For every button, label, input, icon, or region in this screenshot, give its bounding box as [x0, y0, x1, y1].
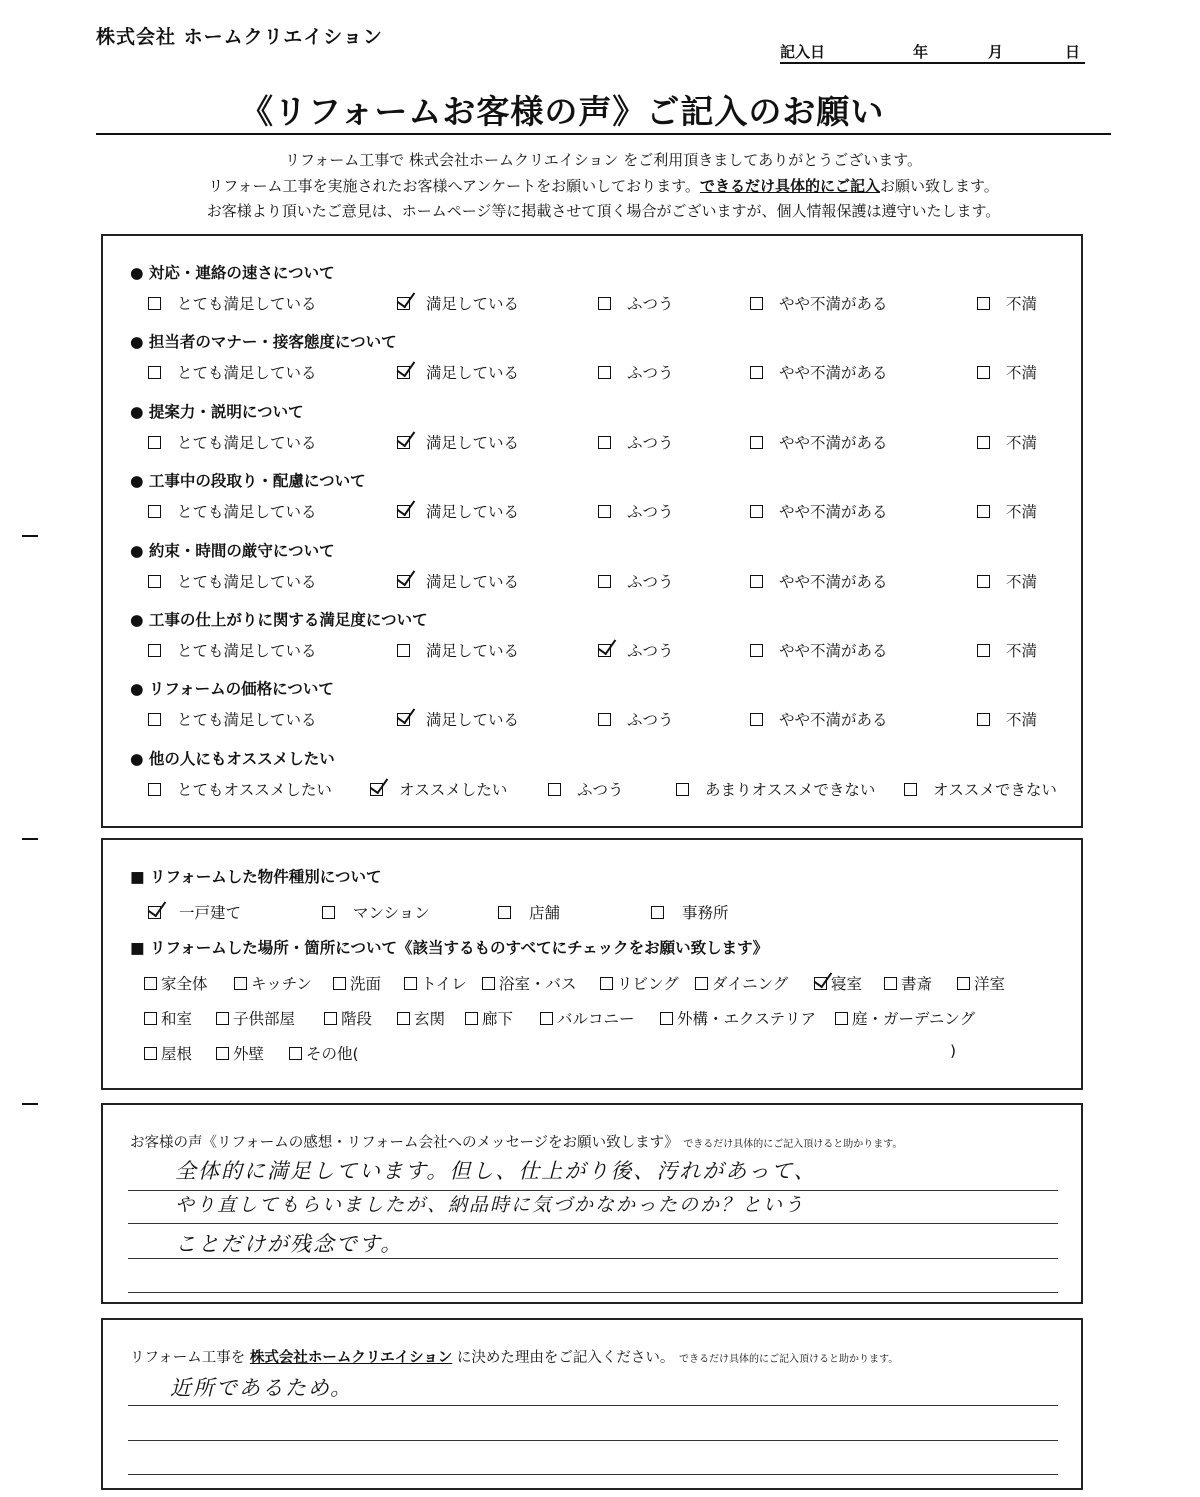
option-label: 不満	[1006, 642, 1038, 660]
rating-option[interactable]	[977, 570, 1037, 592]
reason-hint: できるだけ具体的にご記入頂けると助かります。	[679, 1354, 899, 1365]
rating-option[interactable]	[977, 639, 1037, 661]
checkbox[interactable]	[750, 297, 763, 310]
checkbox[interactable]	[144, 1047, 157, 1060]
option-label: とても満足している	[177, 433, 317, 452]
checkbox[interactable]	[324, 1012, 337, 1025]
rating-option[interactable]	[676, 778, 875, 800]
checkbox[interactable]	[884, 977, 897, 990]
option-label: 満足している	[426, 295, 520, 313]
rating-option[interactable]	[750, 639, 888, 661]
option-label: 不満	[1006, 711, 1038, 730]
voice-label	[130, 1131, 903, 1152]
option-label: 洗面	[350, 975, 382, 993]
checkbox[interactable]	[216, 1012, 229, 1025]
margin-mark	[22, 535, 38, 537]
checkbox[interactable]	[370, 783, 383, 796]
checkbox[interactable]	[144, 1012, 157, 1025]
option-label: オススメしたい	[399, 780, 508, 799]
option-label: 不満	[1006, 433, 1038, 452]
option-label: 満足している	[426, 364, 520, 383]
place-option[interactable]	[234, 972, 312, 994]
place-option[interactable]	[600, 972, 679, 994]
checkbox[interactable]	[977, 436, 990, 449]
option-label: とても満足している	[177, 642, 317, 660]
option-label: ふつう	[627, 433, 674, 452]
option-label: とても満足している	[177, 295, 317, 313]
rating-option[interactable]	[397, 708, 519, 730]
rating-option[interactable]	[397, 639, 519, 661]
option-label: やや不満がある	[779, 364, 888, 383]
option-label: ふつう	[627, 642, 674, 660]
checkbox[interactable]	[148, 783, 161, 796]
rating-option[interactable]	[370, 778, 507, 800]
checkbox[interactable]	[977, 575, 990, 588]
rating-option[interactable]	[598, 639, 674, 661]
checkbox[interactable]	[904, 783, 917, 796]
checkbox[interactable]	[600, 977, 613, 990]
place-option[interactable]	[397, 1007, 445, 1029]
rating-question: ● 提案力・説明について	[130, 402, 304, 421]
option-label: トイレ	[421, 975, 467, 993]
checkbox[interactable]	[148, 505, 161, 518]
option-label: 事務所	[682, 904, 729, 922]
option-label: とても満足している	[177, 364, 317, 383]
rating-option[interactable]	[598, 292, 674, 314]
option-label: 満足している	[426, 642, 520, 660]
place-option[interactable]	[465, 1007, 513, 1029]
reason-section	[101, 1318, 1083, 1490]
checkbox[interactable]	[397, 297, 410, 310]
place-option[interactable]	[324, 1007, 372, 1029]
option-label: あまりオススメできない	[705, 780, 876, 799]
checkbox[interactable]	[750, 713, 763, 726]
option-label: ふつう	[627, 711, 674, 730]
reason-handwriting[interactable]: 近所であるため。	[170, 1376, 354, 1400]
option-label: やや不満がある	[779, 295, 888, 313]
place-option[interactable]	[333, 972, 381, 994]
checkbox[interactable]	[977, 366, 990, 379]
option-label: その他(	[306, 1045, 359, 1063]
margin-mark	[22, 838, 38, 840]
checkbox[interactable]	[404, 977, 417, 990]
voice-handwriting-2[interactable]: やり直してもらいましたが、納品時に気づかなかったのか？という	[175, 1194, 806, 1216]
rating-option[interactable]	[397, 570, 519, 592]
checkbox[interactable]	[695, 977, 708, 990]
voice-handwriting-1[interactable]: 全体的に満足しています。但し、仕上がり後、汚れがあって、	[175, 1159, 817, 1183]
intro-line-2c: お願い致します。	[879, 177, 999, 195]
place-option[interactable]	[289, 1042, 359, 1064]
checkbox[interactable]	[397, 366, 410, 379]
option-label: やや不満がある	[779, 503, 888, 522]
checkbox[interactable]	[957, 977, 970, 990]
checkbox[interactable]	[977, 297, 990, 310]
checkbox[interactable]	[750, 436, 763, 449]
reason-label-b: に決めた理由をご記入ください。	[456, 1350, 675, 1366]
checkbox[interactable]	[977, 644, 990, 657]
title-divider	[96, 133, 1111, 135]
rating-option[interactable]	[977, 361, 1037, 383]
checkbox[interactable]	[750, 644, 763, 657]
rating-option[interactable]	[750, 708, 888, 730]
checkbox[interactable]	[660, 1012, 673, 1025]
checkbox[interactable]	[548, 783, 561, 796]
option-label: 洋室	[974, 975, 1006, 993]
company-name: 株式会社 ホームクリエイション	[96, 26, 383, 48]
option-label: 書斎	[901, 975, 933, 993]
option-label: 和室	[161, 1010, 193, 1028]
places-question: ■ リフォームした場所・箇所について《該当するものすべてにチェックをお願い致します》	[130, 939, 769, 957]
places-other-close: )	[950, 1042, 957, 1060]
writing-line	[128, 1405, 1058, 1406]
checkbox[interactable]	[750, 575, 763, 588]
option-label: 寝室	[831, 975, 863, 993]
option-label: 満足している	[426, 711, 520, 730]
rating-option[interactable]	[397, 500, 519, 522]
checkbox[interactable]	[148, 713, 161, 726]
rating-option[interactable]	[750, 570, 888, 592]
option-label: 満足している	[426, 572, 520, 591]
place-option[interactable]	[144, 972, 208, 994]
option-label: やや不満がある	[779, 711, 888, 730]
option-label: キッチン	[251, 975, 312, 993]
checkbox[interactable]	[814, 977, 827, 990]
option-label: リビング	[617, 975, 679, 993]
checkbox[interactable]	[498, 906, 511, 919]
option-label: 屋根	[161, 1045, 193, 1063]
writing-line	[128, 1223, 1058, 1224]
property-option[interactable]	[148, 901, 241, 923]
checkbox[interactable]	[465, 1012, 478, 1025]
option-label: 不満	[1006, 364, 1038, 383]
checkbox[interactable]	[651, 906, 664, 919]
option-label: ふつう	[577, 780, 624, 799]
checkbox[interactable]	[598, 297, 611, 310]
intro-emphasis: できるだけ具体的にご記入	[699, 177, 880, 195]
rating-option[interactable]	[397, 431, 519, 453]
intro-line-2	[96, 175, 1111, 196]
checkbox[interactable]	[598, 713, 611, 726]
rating-option[interactable]	[148, 500, 317, 522]
checkbox[interactable]	[977, 505, 990, 518]
place-option[interactable]	[814, 972, 862, 994]
checkbox[interactable]	[216, 1047, 229, 1060]
checkbox[interactable]	[676, 783, 689, 796]
rating-question: ● リフォームの価格について	[130, 680, 334, 699]
option-label: ふつう	[627, 295, 674, 313]
page-title: 《リフォームお客様の声》ご記入のお願い	[240, 92, 885, 131]
rating-option[interactable]	[148, 292, 317, 314]
rating-option[interactable]	[904, 778, 1057, 800]
option-label: 庭・ガーデニング	[852, 1010, 976, 1028]
voice-hint: できるだけ具体的にご記入頂けると助かります。	[683, 1139, 903, 1150]
option-label: ふつう	[627, 364, 674, 383]
rating-option[interactable]	[148, 431, 317, 453]
checkbox[interactable]	[397, 575, 410, 588]
checkbox[interactable]	[397, 505, 410, 518]
option-label: やや不満がある	[779, 642, 888, 660]
option-label: 子供部屋	[233, 1010, 296, 1028]
option-label: 一戸建て	[179, 904, 242, 922]
margin-mark	[22, 1103, 38, 1105]
rating-option[interactable]	[977, 431, 1037, 453]
option-label: ふつう	[627, 503, 674, 522]
rating-option[interactable]	[598, 570, 674, 592]
rating-option[interactable]	[977, 500, 1037, 522]
checkbox[interactable]	[144, 977, 157, 990]
place-option[interactable]	[957, 972, 1005, 994]
checkbox[interactable]	[289, 1047, 302, 1060]
checkbox[interactable]	[835, 1012, 848, 1025]
option-label: やや不満がある	[779, 572, 888, 591]
checkbox[interactable]	[322, 906, 335, 919]
place-option[interactable]	[144, 1042, 192, 1064]
date-month-label: 月	[988, 43, 1004, 61]
intro-line-3: お客様より頂いたご意見は、ホームページ等に掲載させて頂く場合がございますが、個人情報保護は遵守いたします。	[206, 202, 1001, 220]
checkbox[interactable]	[148, 366, 161, 379]
place-option[interactable]	[695, 972, 788, 994]
place-option[interactable]	[540, 1007, 635, 1029]
rating-question: ● 工事の仕上がりに関する満足度について	[130, 611, 428, 629]
checkbox[interactable]	[482, 977, 495, 990]
option-label: ダイニング	[712, 975, 789, 993]
checkbox[interactable]	[333, 977, 346, 990]
rating-option[interactable]	[148, 708, 317, 730]
rating-question: ● 他の人にもオススメしたい	[130, 749, 335, 768]
checkbox[interactable]	[397, 1012, 410, 1025]
rating-option[interactable]	[148, 361, 317, 383]
checkbox[interactable]	[148, 436, 161, 449]
voice-handwriting-3[interactable]: ことだけが残念です。	[175, 1232, 404, 1256]
rating-option[interactable]	[977, 708, 1037, 730]
rating-option[interactable]	[148, 570, 317, 592]
date-day-label: 日	[1065, 43, 1081, 61]
property-option[interactable]	[322, 901, 430, 923]
rating-question: ● 工事中の段取り・配慮について	[130, 472, 366, 491]
rating-option[interactable]	[750, 500, 888, 522]
option-label: 店舗	[529, 904, 561, 922]
date-label: 記入日	[780, 43, 826, 61]
place-option[interactable]	[216, 1007, 295, 1029]
option-label: 満足している	[426, 433, 520, 452]
checkbox[interactable]	[598, 575, 611, 588]
option-label: 外壁	[233, 1045, 265, 1063]
property-option[interactable]	[651, 901, 729, 923]
date-field[interactable]	[780, 40, 1085, 64]
place-option[interactable]	[835, 1007, 975, 1029]
writing-line	[128, 1258, 1058, 1259]
option-label: マンション	[353, 904, 430, 922]
checkbox[interactable]	[148, 906, 161, 919]
place-option[interactable]	[660, 1007, 816, 1029]
rating-question: ● 担当者のマナー・接客態度について	[130, 333, 397, 352]
option-label: 満足している	[426, 503, 520, 522]
option-label: 玄関	[414, 1010, 446, 1028]
rating-option[interactable]	[598, 500, 674, 522]
reason-label-a: リフォーム工事を	[130, 1350, 246, 1366]
rating-option[interactable]	[148, 639, 317, 661]
rating-option[interactable]	[750, 431, 888, 453]
option-label: とても満足している	[177, 711, 317, 730]
rating-option[interactable]	[750, 361, 888, 383]
option-label: とても満足している	[177, 572, 317, 591]
checkbox[interactable]	[598, 366, 611, 379]
option-label: オススメできない	[933, 780, 1057, 799]
checkbox[interactable]	[598, 505, 611, 518]
voice-label-text: お客様の声《リフォームの感想・リフォーム会社へのメッセージをお願い致します》	[130, 1135, 679, 1151]
rating-option[interactable]	[397, 292, 519, 314]
reason-label	[130, 1346, 898, 1367]
option-label: 浴室・バス	[499, 975, 577, 993]
checkbox[interactable]	[397, 644, 410, 657]
option-label: 家全体	[161, 975, 208, 993]
ratings-section	[101, 234, 1083, 828]
writing-line	[128, 1474, 1058, 1475]
intro-line-1: リフォーム工事で 株式会社ホームクリエイション をご利用頂きましてありがとうございます。	[285, 151, 922, 169]
checkbox[interactable]	[598, 436, 611, 449]
place-option[interactable]	[144, 1007, 192, 1029]
rating-option[interactable]	[548, 778, 624, 800]
option-label: 外構・エクステリア	[677, 1010, 817, 1028]
rating-question: ● 約束・時間の厳守について	[130, 541, 335, 560]
reason-company: 株式会社ホームクリエイション	[249, 1350, 453, 1366]
option-label: とても満足している	[177, 503, 317, 522]
checkbox[interactable]	[148, 644, 161, 657]
option-label: 不満	[1006, 503, 1038, 522]
intro-line-2a: リフォーム工事を実施されたお客様へアンケートをお願いしております。	[208, 177, 700, 195]
checkbox[interactable]	[598, 644, 611, 657]
option-label: バルコニー	[557, 1010, 635, 1028]
rating-option[interactable]	[148, 778, 332, 800]
date-year-label: 年	[913, 43, 929, 61]
checkbox[interactable]	[750, 505, 763, 518]
rating-option[interactable]	[598, 431, 674, 453]
place-option[interactable]	[404, 972, 467, 994]
checkbox[interactable]	[148, 575, 161, 588]
rating-option[interactable]	[598, 708, 674, 730]
checkbox[interactable]	[977, 713, 990, 726]
checkbox[interactable]	[750, 366, 763, 379]
checkbox[interactable]	[397, 713, 410, 726]
option-label: 不満	[1006, 295, 1038, 313]
option-label: ふつう	[627, 572, 674, 591]
checkbox[interactable]	[148, 297, 161, 310]
option-label: 階段	[341, 1010, 373, 1028]
option-label: とてもオススメしたい	[177, 780, 332, 799]
checkbox[interactable]	[234, 977, 247, 990]
option-label: 廊下	[482, 1010, 514, 1028]
writing-line	[128, 1440, 1058, 1441]
rating-option[interactable]	[397, 361, 519, 383]
place-option[interactable]	[482, 972, 577, 994]
property-option[interactable]	[498, 901, 560, 923]
rating-option[interactable]	[977, 292, 1037, 314]
rating-option[interactable]	[598, 361, 674, 383]
rating-option[interactable]	[750, 292, 888, 314]
checkbox[interactable]	[397, 436, 410, 449]
place-option[interactable]	[216, 1042, 264, 1064]
place-option[interactable]	[884, 972, 932, 994]
option-label: 不満	[1006, 572, 1038, 591]
property-question: ■ リフォームした物件種別について	[130, 868, 382, 886]
option-label: やや不満がある	[779, 433, 888, 452]
rating-question: ● 対応・連絡の速さについて	[130, 264, 335, 282]
writing-line	[128, 1292, 1058, 1293]
checkbox[interactable]	[540, 1012, 553, 1025]
